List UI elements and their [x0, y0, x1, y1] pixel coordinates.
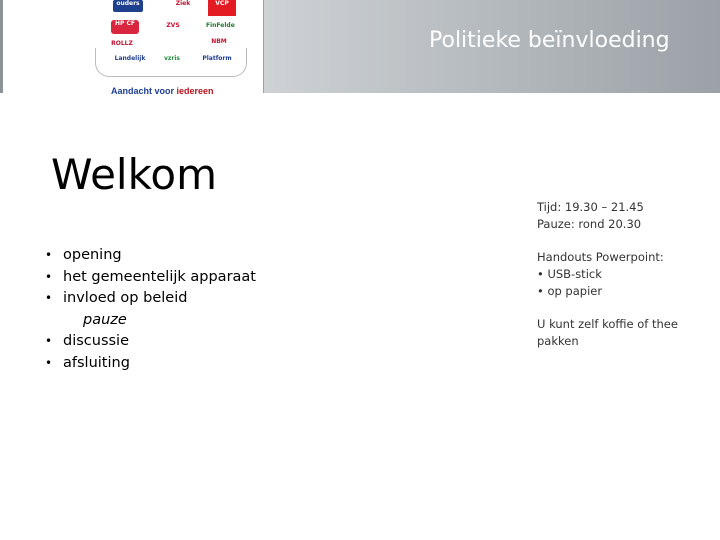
agenda-item: [45, 245, 256, 267]
pause-line: Pauze: rond 20.30: [537, 217, 642, 231]
agenda-item-label: pauze: [83, 311, 127, 328]
bullet-icon: •: [45, 355, 53, 370]
coffee-line: pakken: [537, 334, 579, 348]
header-bar: [0, 0, 720, 96]
agenda-item: [45, 267, 256, 289]
bullet-icon: •: [45, 291, 53, 305]
logo-tagline: [111, 86, 214, 96]
coffee-info: [537, 316, 678, 350]
header-title: Politieke beïnvloeding: [429, 28, 670, 53]
handouts-usb: • USB-stick: [537, 267, 602, 281]
handouts-paper: • op papier: [537, 284, 603, 298]
partner-logo: ROLLZ: [111, 40, 133, 47]
partner-logos-panel: [3, 0, 264, 96]
tagline-prefix: Aandacht voor: [111, 86, 175, 96]
handouts-info: [537, 249, 664, 300]
partner-logo: FinFelde: [206, 22, 235, 29]
partner-logo: VCP: [208, 0, 236, 16]
partner-logo: ZVS: [166, 22, 180, 29]
agenda-item-label: discussie: [63, 333, 130, 349]
agenda-item-label: het gemeentelijk apparaat: [63, 268, 256, 285]
agenda-subitem: [45, 310, 256, 332]
handouts-heading: Handouts Powerpoint:: [537, 250, 664, 264]
partner-logo: Landelijk: [114, 55, 146, 62]
partner-logo: ouders: [113, 0, 143, 12]
bullet-icon: •: [45, 334, 53, 348]
coffee-line: U kunt zelf koffie of thee: [537, 317, 678, 331]
agenda-item: [45, 353, 256, 375]
partner-logo: Ziek: [175, 0, 191, 7]
partner-logo: HP CF: [111, 20, 139, 34]
bullet-icon: •: [45, 269, 53, 284]
partner-logo: Platform: [202, 55, 232, 62]
agenda-item-label: afsluiting: [63, 354, 130, 371]
logo-frame: [95, 48, 247, 77]
partner-logo: vzris: [164, 55, 180, 62]
agenda-list: [45, 245, 256, 374]
time-info: [537, 199, 644, 233]
tagline-suffix: iedereen: [174, 86, 214, 96]
agenda-item-label: invloed op beleid: [63, 290, 188, 306]
agenda-item: [45, 288, 256, 310]
time-line: Tijd: 19.30 – 21.45: [537, 200, 644, 214]
agenda-item-label: opening: [63, 247, 122, 263]
agenda-item: [45, 331, 256, 353]
slide-title: Welkom: [51, 150, 218, 199]
bullet-icon: •: [45, 248, 53, 262]
partner-logo: NBM: [211, 38, 227, 45]
